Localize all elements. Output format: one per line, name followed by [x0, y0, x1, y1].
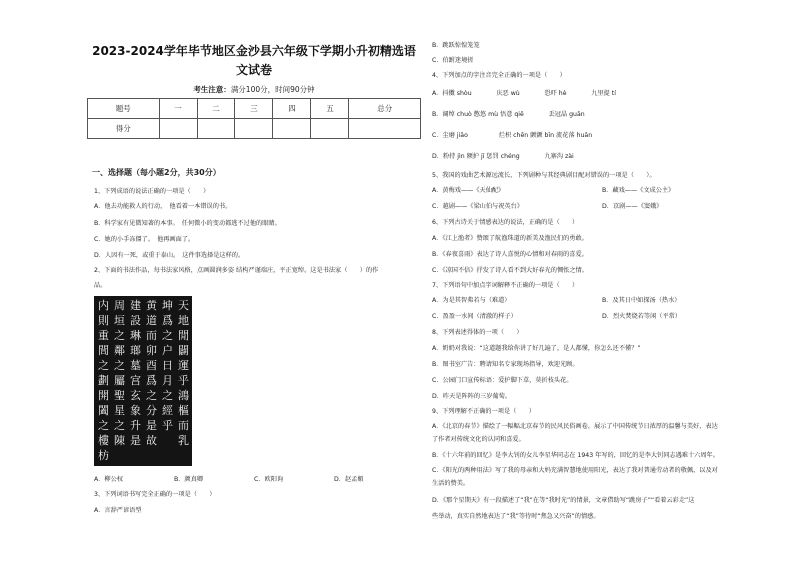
option-2d: D．赵孟頫 [334, 476, 364, 483]
option-6b: B．《春夜喜雨》表达了诗人喜悦的心情和对春雨的喜爱。 [432, 251, 588, 258]
header-cell: 题号 [88, 99, 160, 119]
header-cell: 总分 [349, 99, 421, 119]
option-1b: B．科学家有见微知著的本事。 任何微小的变动都逃不过他的眼睛。 [94, 220, 281, 227]
calligraphy-column: 黄道而卯酉爲之分是故 [146, 299, 157, 447]
option-5d: D．京剧——《窦娥》 [602, 203, 663, 210]
exam-notice [86, 84, 422, 95]
section-heading: 一、选择题（每小题2分，共30分） [92, 168, 221, 177]
option-1a: A．他去功能救人的行动， 他看着一本错误的书。 [94, 203, 232, 210]
option-2c: C．欧阳询 [254, 476, 284, 483]
score-cell[interactable] [159, 119, 197, 139]
option-9a-cont: 了作者对传统文化的认同和喜爱。 [432, 436, 525, 443]
question-2: 2、下面的书法作品，每书法家风格，点画圆润多姿 结构严谨端庄，平正宽绰。这是书法家（ ）的作 [94, 267, 379, 274]
option-5b: B．藏戏——《文成公主》 [602, 187, 675, 194]
title-line-1: 2023-2024学年毕节地区金沙县六年级下学期小升初精选语 [92, 44, 416, 58]
option-9a: A．《北京的春节》描绘了一幅幅北京春节的民风民俗画卷，展示了中国传统节日浓厚的温馨与美好，表达 [432, 423, 718, 430]
header-cell: 三 [235, 99, 273, 119]
calligraphy-column: 内則重閭之劃開闔之樓枋 [98, 299, 109, 462]
question-6: 6、下列古诗关于情感表达的说法，正确的是（ ） [432, 219, 579, 226]
score-cell[interactable] [273, 119, 311, 139]
question-3: 3、下列词语书写完全正确的一项是（ ） [94, 491, 216, 498]
option-7d: D．烈火焚烧若等闲（平常） [602, 313, 682, 320]
question-1: 1、下列成语的说法正确的一项是（ ） [94, 188, 210, 195]
calligraphy-column: 建設琳瑯墓宫玄象升是 [130, 299, 141, 447]
option-1d: D．人因有一死，或重于泰山。 这件事选择是这样的。 [94, 252, 245, 259]
option-9d-cont: 些举动，真实自然地表达了“我”等待时“焦急又兴奋”的情感。 [432, 513, 600, 520]
question-7: 7、下列语句中加点字词解释不正确的一项是（ ） [432, 282, 579, 289]
question-4: 4、下列加点的字注音完全正确的一项是（ ） [432, 72, 566, 79]
header-cell: 一 [159, 99, 197, 119]
score-table-header [88, 99, 421, 119]
option-8c: C．公园门口宣传标语：爱护脚下草，莫折枝头花。 [432, 377, 573, 384]
calligraphy-column: 天地閒闢運乎鴻樞而乳 [178, 299, 189, 447]
option-9b: B．《十六年前的回忆》是李大钊的女儿李星华同志在 1943 年写的，回忆的是李大钊同志遇难十六周年。 [432, 452, 719, 459]
option-6a: A．《江上渔者》赞颂了航渔珠道的新美及渔民们的勇敢。 [432, 235, 588, 242]
calligraphy-image [94, 296, 192, 466]
option-8d: D．昨天是阵阵的三岁葡萄。 [432, 393, 512, 400]
option-8b: B．图书室广告：聘请知名专家现场指导，欢迎光顾。 [432, 361, 579, 368]
question-8: 8、下列表述得体的一项（ ） [432, 329, 523, 336]
header-cell: 二 [197, 99, 235, 119]
exam-title [86, 42, 422, 80]
score-cell[interactable] [197, 119, 235, 139]
option-7b: B．及其日中如探汤（热水） [602, 297, 681, 304]
question-9: 9、下列理解不正确的一项是（ ） [432, 408, 535, 415]
score-cell[interactable] [349, 119, 421, 139]
option-4a: A．抖擞 shòu 庆恶 wù 恐吓 hè 九里提 tí [432, 90, 616, 97]
notice-text: 满分100分，时间90分钟 [230, 85, 315, 94]
question-2-cont: 品。 [94, 282, 107, 289]
option-3c: C．伯跗迷境搓 [432, 57, 474, 64]
option-6c: C．《凉国不倍》抒发了诗人看不到大好春光的惆怅之情。 [432, 267, 588, 274]
header-cell: 四 [273, 99, 311, 119]
score-table-row [88, 119, 421, 139]
option-2a: A．柳公权 [94, 476, 123, 483]
option-5c: C．越剧——《梁山伯与祝英台》 [432, 203, 523, 210]
score-cell[interactable] [311, 119, 349, 139]
score-cell[interactable] [235, 119, 273, 139]
option-1c: C．她的小手冻僵了。 他再画面了。 [94, 236, 195, 243]
title-line-2: 文试卷 [235, 63, 272, 77]
option-4c: C．尘磨 jiāo 烂枳 chēn 颤颤 bīn 流花落 huān [432, 132, 593, 139]
option-8a: A．奶奶对我说：“这道题我给你讲了好几遍了，是人都懂，你怎么还不懂？” [432, 345, 641, 352]
option-9d: D．《那个星期天》有一段描述了“我”在等“我时光”的情景，文章借助写“跳房子”“看着云彩走”这 [432, 497, 695, 504]
option-7c: C．盈盈一水间（清澈的样子） [432, 313, 517, 320]
score-table [87, 98, 421, 139]
option-9c: C．《阳光的两种用法》写了我的母亲和大妈充满智慧地使用阳光，表达了我对普通劳动者的敬佩，以及对 [432, 467, 718, 474]
option-7a: A．为是其智弗若与（难道） [432, 297, 511, 304]
header-cell: 五 [311, 99, 349, 119]
calligraphy-column: 坤爲之户日月之經乎 [162, 299, 173, 432]
calligraphy-column: 周垣之鄰之屬聖星之陳 [114, 299, 125, 447]
question-5: 5、我国的戏曲艺术源远流长，下列剧种与其经典剧目配对错误的一项是（ ）。 [432, 172, 656, 179]
row-label: 得分 [88, 119, 160, 139]
option-9c-cont: 生活的赞美。 [432, 480, 470, 487]
option-3b: B．跳跃惊惶笼笼 [432, 42, 480, 49]
option-2b: B．颜真卿 [174, 476, 203, 483]
notice-label: 考生注意： [193, 85, 231, 94]
option-5a: A．黄梅戏——《天仙配》 [432, 187, 505, 194]
option-4b: B．阔绰 chuò 憋悠 mù 悟意 qiē 丢冠晶 guān [432, 111, 585, 118]
option-3a: A．言辞严谚语型 [94, 507, 142, 514]
option-4d: D．粉持 jìn 额护 jī 惩罚 chéng 九寨沟 zài [432, 153, 574, 160]
